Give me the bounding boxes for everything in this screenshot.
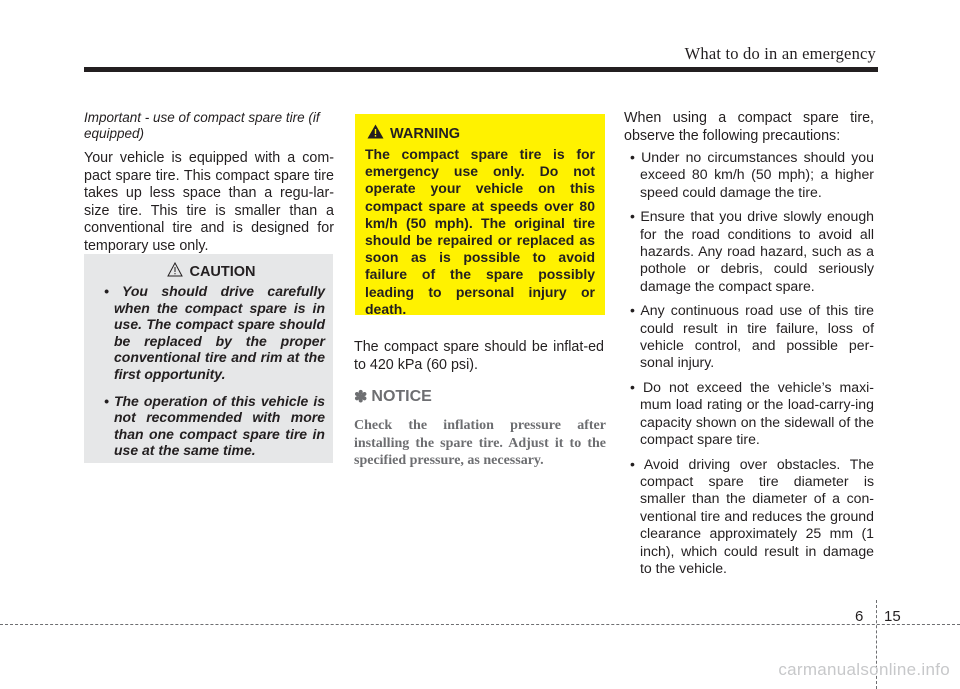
list-item: • Any continuous road use of this tire could result in tire failure, loss of vehicle control, and possible per-sonal injury. [624,302,874,372]
warning-text: The compact spare tire is for emergency use only. Do not operate your vehicle on this compact spare at speeds over 80 km/h (50 mph). The original tire should be repaired or replaced as soon as is possible to avoid failure of the spare possibly leading to personal injury or death. [365,146,595,317]
subheading: Important - use of compact spare tire (if equipped) [84,110,320,141]
warning-title: WARNING [390,125,461,142]
header-rule [84,67,878,72]
precautions-list [624,149,874,577]
list-item: • Under no circumstances should you exceed 80 km/h (50 mph); a higher speed could damage the tire. [624,149,874,201]
caution-title: CAUTION [189,263,256,280]
notice-icon: ✽ [354,389,368,406]
list-item: • Avoid driving over obstacles. The compact spare tire diameter is smaller than the diameter of a con-ventional tire and reduces the ground clearance approximately 25 mm (1 inch), which could result in damage to the vehicle. [624,456,874,578]
intro-paragraph: Your vehicle is equipped with a com-pact spare tire. This compact spare tire takes up less space than a regu-lar-size tire. This tire is smaller than a conventional tire and is designed for temporary use only. [84,150,334,254]
caution-list [98,283,325,459]
notice-text: Check the inflation pressure after installing the spare tire. Adjust it to the specified pressure, as necessary. [354,418,606,468]
inflation-paragraph: The compact spare should be inflat-ed to 420 kPa (60 psi). [354,339,604,373]
list-item: • Do not exceed the vehicle’s maxi-mum load rating or the load-carry-ing capacity shown on the sidewall of the compact spare tire. [624,379,874,449]
notice-title: NOTICE [371,388,432,405]
warning-box [355,114,605,315]
notice-section [354,387,606,470]
caution-box [84,254,333,463]
left-column [84,110,334,255]
section-title: What to do in an emergency [684,44,876,63]
warning-header [365,124,595,143]
caution-item: • The operation of this vehicle is not recommended with more than one compact spare tire in use at the same time. [98,393,325,459]
caution-header [98,262,325,281]
precautions-intro: When using a compact spare tire, observe the following precautions: [624,110,874,144]
page-number: 15 [884,608,901,625]
watermark: carmanualsonline.info [778,660,950,679]
list-item: • Ensure that you drive slowly enough for the road conditions to avoid all hazards. Any road hazard, such as a pothole or debris, could seriously damage the compact spare. [624,208,874,295]
warning-triangle-icon [367,124,384,143]
chapter-number: 6 [855,608,864,625]
caution-triangle-icon [167,262,183,281]
notice-header [354,387,606,407]
right-column [624,110,874,584]
footer-rule [0,624,960,625]
caution-item: • You should drive carefully when the compact spare is in use. The compact spare should be replaced by the proper conventional tire and rim at the first opportunity. [98,283,325,383]
